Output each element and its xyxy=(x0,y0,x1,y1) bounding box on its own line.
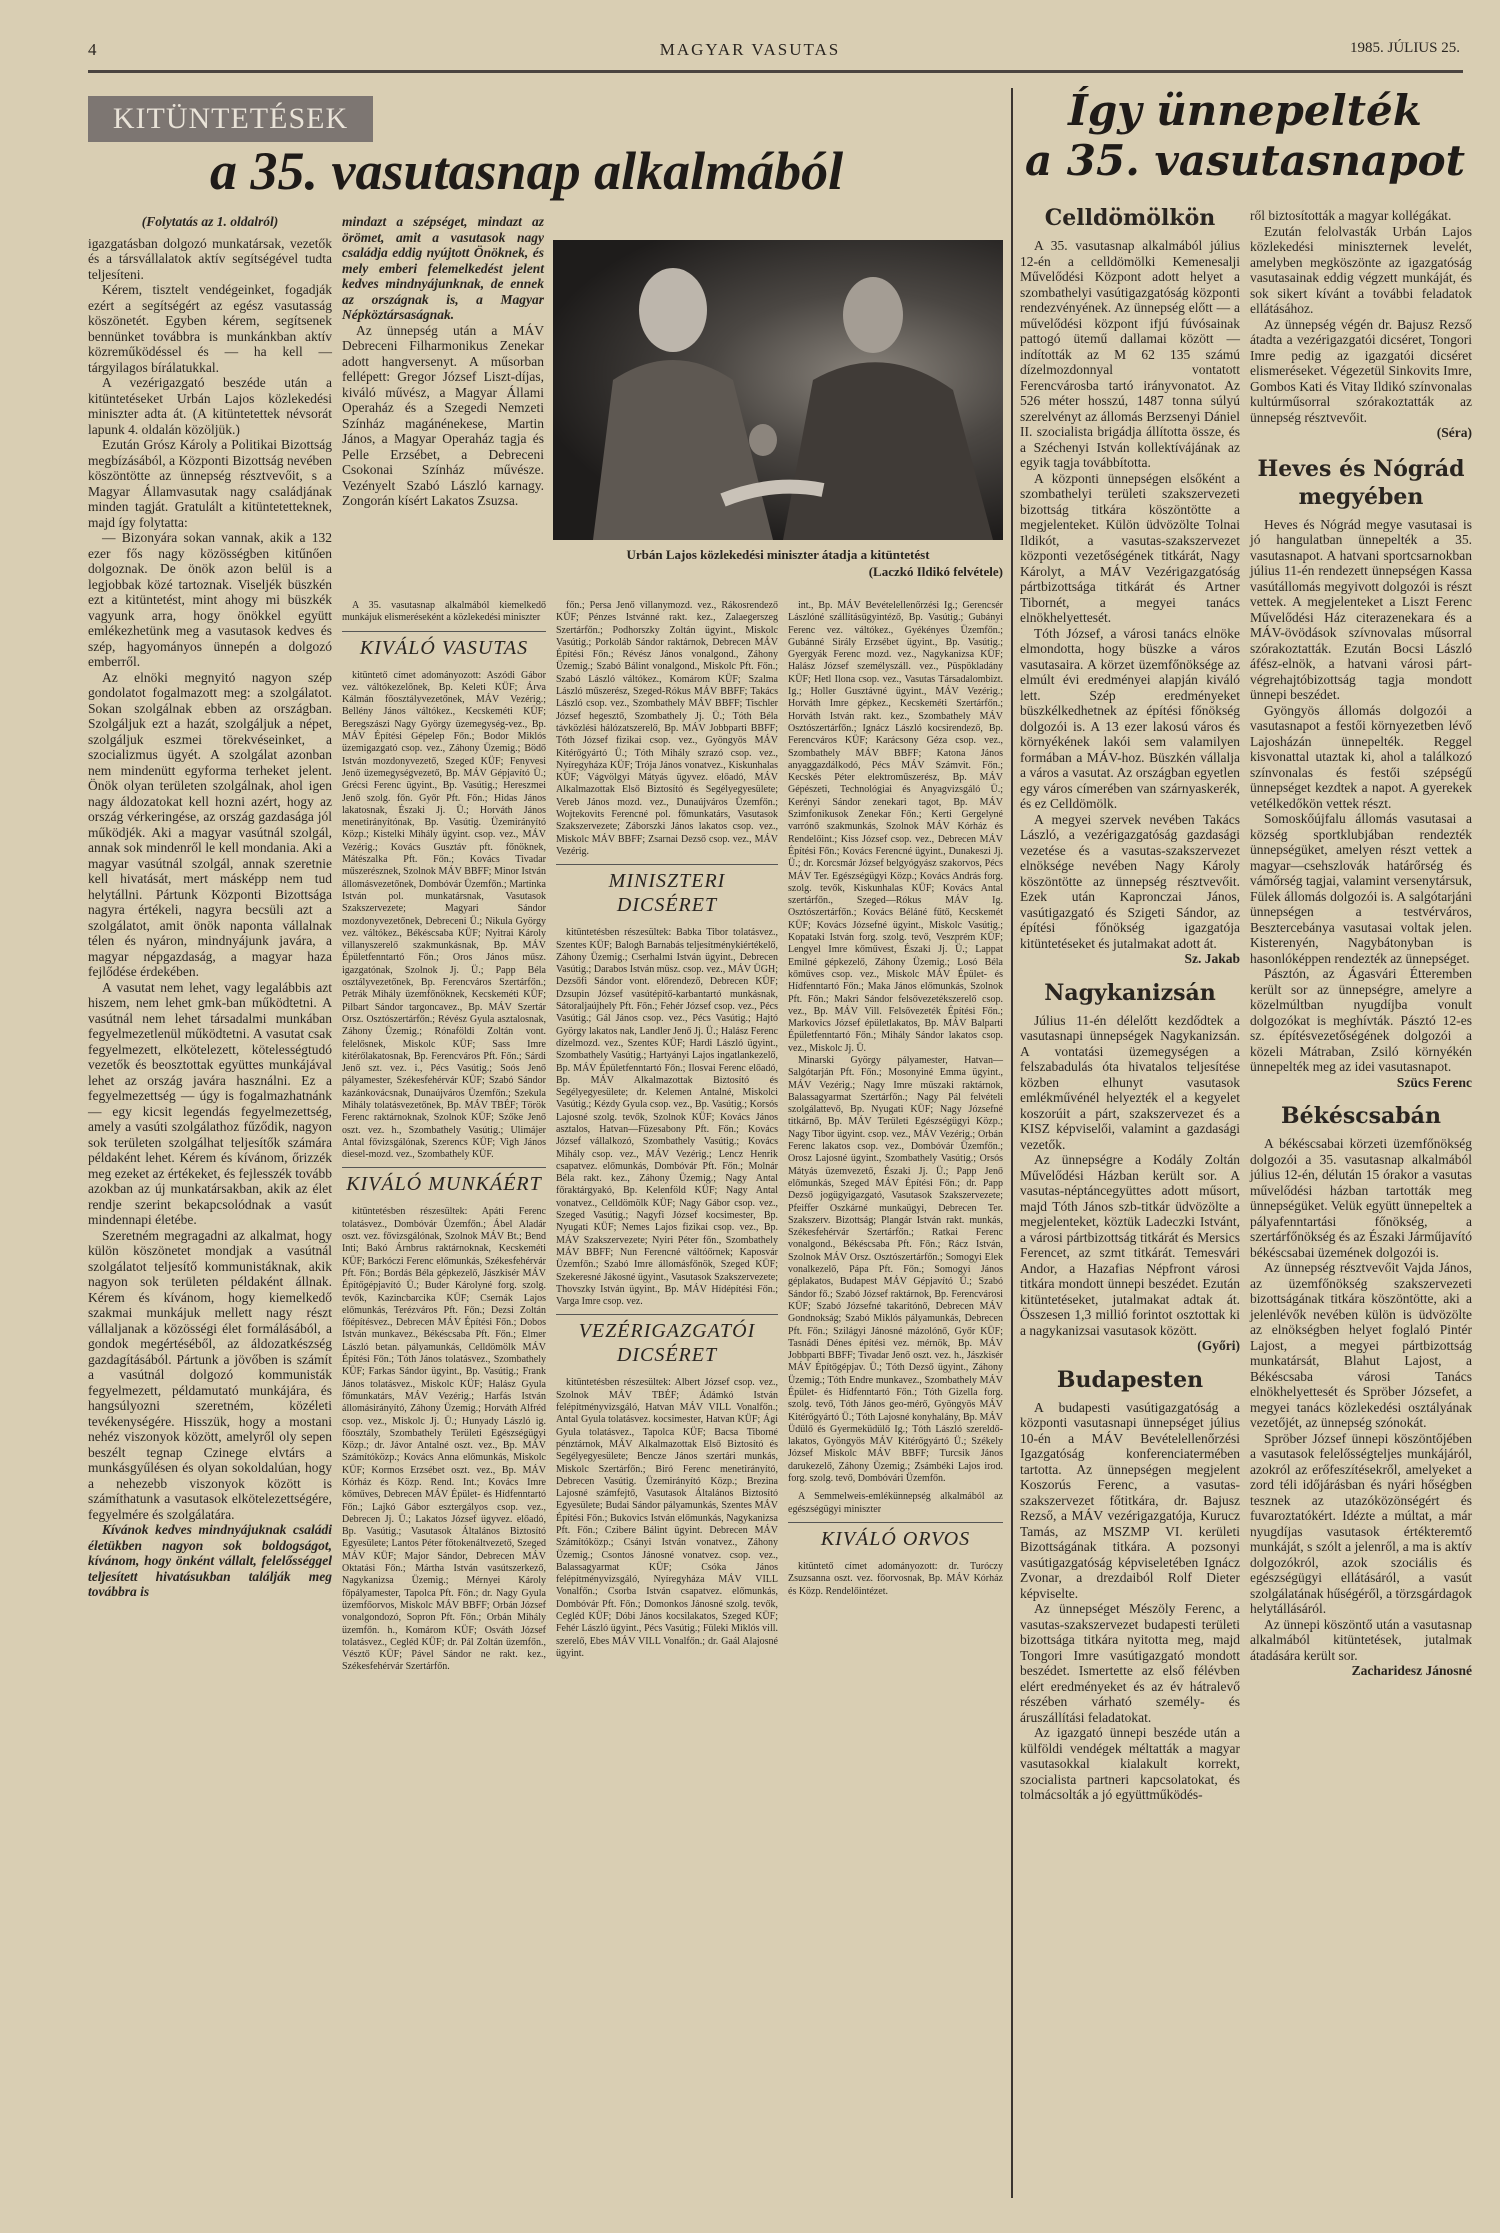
awards-column-a xyxy=(342,600,546,1674)
awardee-list: int., Bp. MÁV Bevételellenőrzési Ig.; Gerencsér Lászlóné szállításügyintéző, Bp. Vasútig.; Gubányi Ferenc vez. váltókez., Gyékényes Üzemfőn.; Gubánné Sirály Erzsébet ügyint., Bp. Vasútig.; Gyergyák Ferenc mozd. vez., Nagykanizsa KÜF; Halász József személyszáll. vez., Püspökladány KÜF; Hetl Ilona csop. vez., Vasutas Társadalombizt. Ig.; Holler Gusztávné ügyint., MÁV Vezérig.; Horváth Imre gépkez., Kecskeméti Szertárfőn.; Horváth István rakt. kez., Szombathely MÁV Osztószertárfőn.; Ignácz László kocsirendező, Bp. Ferencváros KÜF; Karácsony Géza csop. vez., Szombathely MÁV BBFF; Katona János anyaggazdálkodó, Pécs MÁV Számvit. Főn.; Kecskés Péter elektroműszerész, Bp. MÁV Gépészeti, Technológiai és Anyagvizsgáló Ü.; Kerényi Sándor zenekari tagot, Bp. MÁV Szimfonikusok Zenekar Főn.; Kerti Gergelyné varrónő szakmunkás, Szolnok MÁV Kórház és Rendelőint.; Kiss József csop. vez., Debrecen MÁV Építési Főn.; Kovács Ferencné ügyint., Dunakeszi Jj. Ü.; dr. Korcsmár József belgyógyász szakorvos, Pécs MÁV Ter. Egészségügyi Közp.; Kovács András forg. szolg. tevők, Kiskunhalas KÜF; Kovács Antal szertárfőn., Szeged—Rókus MÁV Ig. Osztószertárfőn.; Kovács Béláné fűtő, Kecskemét KÜF; Kovács Józsefné ügyint., Miskolc Vasútig.; Kopataki István forg. szolg. tevő, Veszprém KÜF; Lengyel Imre kőművest, Északi Jj. Ü.; Lappat Emilné gépkezelő, Záhony Üzemig.; Losó Béla kőműves csop. vez., Miskolc MÁV Épület- és Hídfenntartó Főn.; Maka János előmunkás, Szolnok Pft. Főn.; Makri Sándor felsővezetékszerelő csop. vez., Bp. MÁV Vill. Felsővezeték Építési Főn.; Markovics József épületlakatos, Bp. MÁV Balparti Épületfenntartó Főn.; Mihály Sándor lakatos csop. vez., Miskolc Jj. Ü. xyxy=(788,600,1003,1054)
paragraph: A budapesti vasútigazgatóság a központi vasutasnapi ünnepséget július 10-én a MÁV Bevételellenőrzési Igazgatóság konferenciatermében tartotta. Az ünnepségen megjelent Koszorús Ferenc, a vasutas-szakszervezet főtitkára, dr. Bajusz Rezső, a MÁV vezérigazgatója, Kurucz Tamás, az MSZMP VI. kerületi Bizottságának titkára. A pozsonyi vasútigazgatóság képviseletében Ignácz Zvonar, a drezdaiból Rolf Dieter képviselte. xyxy=(1020,1399,1240,1601)
paragraph: Az elnöki megnyitó nagyon szép gondolatot fogalmazott meg: a szolgálatot. Sokan szolgálnak ebben az országban. Szolgáljuk ezt a hazát, szolgáljuk a népet, szolgáljuk eszmei törekvéseinket, a szocializmus ügyét. A szolgálat azonban nem mindenütt egyforma terheket jelent. Önök olyan területen szolgálnak, ahol igen nagy áldozatokat kell hozni azért, hogy az ország vérkeringése, az ország gazdasága jól működjék. Aki a magyar vasútnál szolgál, annak sok mindenről le kell mondania. Aki a magyar vasútnál szolgál, annak szeretnie kell hivatását, mert másképp nem tud helytállni. Pártunk Központi Bizottsága nagyra értékeli, nagyra becsüli azt a szolgálatot, amit önök naponta vállalnak télen és nyáron, mindnyájunk javára, a magyar népgazdaság, a magyar haza fejlődése érdekében. xyxy=(88,669,332,979)
byline: Zacharidesz Jánosné xyxy=(1351,1663,1472,1678)
paragraph: Az ünnepséget Mészöly Ferenc, a vasutas-szakszervezet budapesti területi bizottsága titkára nyitotta meg, majd Tongori Imre vasútigazgató mondott beszédet. Ismertette az első félévben elért eredményeket és az év hátralevő részében várható személy- és áruszállítási feladatokat. xyxy=(1020,1601,1240,1725)
heading-nagykanizsa: Nagykanizsán xyxy=(1044,979,1216,1006)
byline: (Győri) xyxy=(1197,1338,1240,1353)
paragraph: igazgatásban dolgozó munkatársak, vezetők és a társvállalatok aktív segítségével tudta teljesíteni. xyxy=(88,235,332,282)
paragraph: mindazt a szépséget, mindazt az örömet, amit a vasutasok nagy családja eddig nyújtott Önöknek, és mely emberi felemelkedést jelent kedves mindnyájunknak, de ennek az országnak is, a Magyar Népköztársaságnak. xyxy=(342,214,544,322)
awardee-list: kitüntető címet adományozott: Aszódi Gábor vez. váltókezelőnek, Bp. Keleti KÜF; Árva Kálmán főosztályvezetőnek, MÁV Vezérig.; Bellény János váltókez., Kecskeméti KÜF; Beregszászi Nagy György üzemegység-vez., Bp. MÁV Építési Gépelep Főn.; Bodor Miklós üzemigazgató csop. vez., Záhony Üzemig.; Bödő István mozdonyvezető, Szeged KÜF; Fenyvesi Jenő üzemegységvezető, Bp. MÁV Gépjavító Ü.; Grécsi Ferenc ügyint., Bp. Vasútig.; Hereszmei Jenő szolg. főn. Győr Pft. Főn.; Hidas János lakatosnak, Északi Jj. Ü.; Horváth János menetirányítónak, Bp. Vasútig. Üzemirányító Közp.; Kistelki Mihály ügyint. csop. vez., MÁV Vezérig.; Kovács Gusztáv pft. főnöknek, Mátészalka Pft. Főn.; Kovács Tivadar műszerésznek, Szolnok MÁV BBFF; Minor István állomásvezetőnek, Dombóvár Üzemfőn.; Martinka István pol. munkatársnak, Vasutasok Szakszervezete; Magyari Sándor mozdonyvezetőnek, Debreceni Ü.; Nikula György vez. váltókez., Békéscsaba KÜF; Nyitrai Károly villanyszerelő szakmunkásnak, Bp. MÁV Épületfenntartó Főn.; Oros János műsz. igazgatónak, Szolnok Jj. Ü.; Papp Béla osztályvezetőnek, Bp. Ferencváros Szertárfőn.; Petrák Mihály üzemfőnöknek, Kecskeméti KÜF; Pilbart Sándor targoncavez., Bp. MÁV Szertár Orsz. Osztószertárfőn.; Révész Gyula asztalosnak, Záhony Üzemig.; Rónaföldi Zoltán vont. felelősnek, Miskolc KÜF; Sass Imre kitérőlakatosnak, Bp. Ferencváros Pft. Főn.; Sárdi Jenő szt. vez. i., Pécs Vasútig.; Soós Jenő pályamester, Székesfehérvár KÜF; Szabó Sándor kazánkovácsnak, Dunaújváros Üzemfőn.; Szekula Mihály tolatásvezetőnek, Bp. MÁV TBÉF; Török Ferenc raktárnoknak, Szolnok KÜF; Szőke Jenő oszt. vez. h., Szombathely Vasútig.; Ulimájer Antal fővizsgálónak, Szerencs KÜF; Vigh János diesel-mozd. vez., Szombathely KÜF. xyxy=(342,669,546,1161)
paragraph: A békéscsabai körzeti üzemfőnökség dolgozói a 35. vasutasnap alkalmából július 12-én, délután 15 órakor a vasutas művelődési házban tartották meg ünnepségüket. Velük együtt ünnepeltek a pályafenntartási főnökség, a szertárfőnökség és az Északi Járműjavító békéscsabai üzemének dolgozói is. xyxy=(1250,1136,1472,1260)
heading-heves-nograd: Heves és Nógrád megyében xyxy=(1257,455,1465,510)
section-heading-vezerigazgatoi-diceret: VEZÉRIGAZGATÓI DICSÉRET xyxy=(556,1314,778,1371)
paragraph: Az ünnepség végén dr. Bajusz Rezső átadta a vezérigazgatói dicséret, Tongori Imre pedig az igazgatói dicséret elismeréseket. Végezetül Sinkovits Imre, Gombos Kati és Vitay Ildikó színvonalas kultúrműsorral szórakoztatták az ünnepség résztvevőit. xyxy=(1250,316,1472,425)
section-badge: KITÜNTETÉSEK xyxy=(88,96,373,142)
right-article-title xyxy=(1020,86,1470,186)
paragraph: Spröber József ünnepi köszöntőjében a vasutasok felelősségteljes munkájáról, azokról az erőfeszítésekről, amelyeket a zord téli időjárásban és nyári hőségben tesznek az utazóközönségért és fuvaroztatókért. Idézte a múltat, a már nyugdíjas vasutasok értékteremtő munkáját, s szólt a jelenről, a ma is aktív dolgozókról, azok szociális és egészségügyi ellátásáról, a vasút szolgálatának hűségéről, a törzsgárdagok helytállásáról. xyxy=(1250,1430,1472,1616)
title-line: a 35. vasutasnapot xyxy=(1024,136,1466,185)
paragraph: Szeretném megragadni az alkalmat, hogy külön köszönetet mondjak a vasútnál szolgálatot teljesítő kommunistáknak, akik nagyon sok területen példaként állnak. Kérem és kívánom, hogy kiemelkedő szakmai munkájuk mellett nagy részt vállaljanak a közösségi élet formálásából, a gondok megértéséből, az áldozatkészség gazdagításából. Pártunk a jövőben is számít a vasútnál dolgozó kommunisták fegyelmezett, példamutató munkájára, és hangsúlyozni szeretném, közéleti tevékenységére. Hisszük, hogy a mostani nehéz viszonyok között, amelyről oly sepen beszélt tegnap Czinege elvtárs a munkásgyűlésen és olyan sokoldalúan, hogy a nehezebb viszonyok között is számíthatunk a vasutasok elkötelezettségére, fegyelmére és szolgálatára. xyxy=(88,1227,332,1522)
section-heading-kivalo-orvos: KIVÁLÓ ORVOS xyxy=(788,1522,1003,1555)
awardee-list: főn.; Persa Jenő villanymozd. vez., Rákosrendező KÜF; Pénzes Istvánné rakt. kez., Zalaegerszeg Szertárfőn.; Podhorszky Zoltán ügyint., Miskolc Vasútig.; Porkoláb Sándor raktárnok, Debrecen MÁV Építési Főn.; Révész János vonalgond., Záhony Üzemig.; Szabó Bálint vonalgond., Miskolc Pft. Főn.; Szabó László váltókez., Komárom KÜF; Szalma László műszerész, Szeged-Rókus MÁV BBFF; Takács László csop. vez., Szombathely MÁV BBFF; Tischler József hegesztő, Szombathely Jj. Ü.; Tóth Béla távközlési hálózatszerelő, Bp. MÁV Jobbparti BBFF; Tóth József fizikai csop. vez., Gyöngyös MÁV Kitérőgyártó Ü.; Tóth Mihály szrazó csop. vez., Nyíregyháza KÜF; Trója János vonatvez., Kiskunhalas KÜF; Vágvölgyi Mátyás ügyvez. előadó, MÁV Alkalmazottak Első Biztosító és Segélyegyesülete; Vereb János mozd. vez., Dunaújváros Üzemfőn.; Wojtekovits Ferencné pol. főmunkatárs, Vasutasok Szakszervezete; Záborszki János lakatos csop. vez., Miskolc MÁV BBFF; Zsarnai Dezső csop. vez., MÁV Vezérig. xyxy=(556,600,778,857)
paragraph: Az ünnepség résztvevőit Vajda János, az üzemfőnökség szakszervezeti bizottságának titkára köszöntötte, aki a jelenlévők nevében külön is üdvözölte az elnökségben helyet foglaló Pintér Lajost, a megyei pártbizottság munkatársát, Blahut Lajost, a Békéscsaba városi Tanács elnökhelyettesét és Spröber Józsefet, a megyei tanács közlekedési osztályának vezetőjét, az ünnepség szónokát. xyxy=(1250,1260,1472,1430)
article-column-2 xyxy=(342,214,544,509)
section-heading-kivalo-munkaert: KIVÁLÓ MUNKÁÉRT xyxy=(342,1167,546,1200)
awardee-list: kitüntetésben részesültek: Babka Tibor tolatásvez., Szentes KÜF; Balogh Barnabás teljesítménykiértékelő, Záhony Üzemig.; Cserhalmi István ügyint., Debrecen Vasútig.; Darabos István műsz. csop. vez., MÁV ÜGH; Dezsőfi Sándor vont. előrendező, Debrecen KÜF; Dzsupin József vasútépítő-karbantartó munkásnak, Sátoraljaújhely Pft. Főn.; Fehér József csop. vez., Pécs Vasútig.; Gál János csop. vez., Pécs Vasútig.; Hajtó György lakatos nak, Landler Jenő Jj. Ü.; Halász Ferenc dízelmozd. vez., Szentes KÜF; Hardi László ügyint., Szombathely Vasútig.; Hartyányi Lajos ingatlankezelő, Bp. MÁV Épületfenntartó Főn.; Ilosvai Ferenc előadó, Bp. MÁV Alkalmazottak Biztosító és Segélyegyesülete; dr. Kelemen Antalné, Miskolci Vasútig.; Kézdy Gyula csop. vez., Bp. Vasútig.; Korsós Lajosné szolg. tevők, Szolnok KÜF; Kovács János asztalos, Hatvan—Füzesabony Pft. Főn.; Kovács József vállalkozó, Szombathely Vasútig.; Kovács Mihály csop. vez., MÁV Vezérig.; Lencz Henrik csapatvez. előmunkás, Dombóvár Pft. Főn.; Molnár Béla rakt. kez., Záhony Üzemig.; Nagy Antal főraktárgyakó, Bp. Kelenföld KÜF; Nagy Antal vonatvez., Celldömölk KÜF; Nagy Gábor csop. vez., Szeged Vasútig.; Nagyfi József kocsimester, Bp. Nyugati KÜF; Nemes Lajos fizikai csop. vez., Bp. MÁV Szakszervezete; Nyiri Péter főn., Szombathely MÁV BBFF; Nun Ferencné váltóőrnek; Kaposvár Üzemfőn.; Szabó Imre állomásfőnök, Szeged KÜF; Szekeresné Jákosné ügyint., Vasutasok Szakszervezete; Thovszky István ügyint., Bp. MÁV Hídépítési Főn.; Varga Imre csop. vez. xyxy=(556,927,778,1308)
masthead: MAGYAR VASUTAS xyxy=(659,40,841,59)
paragraph: Somoskőújfalu állomás vasutasai a község sportklubjában rendezték ünnepségüket, amelyen részt vettek a magyar—csehszlovák határőrség és vámőrség tagjai, valamint versenytársuk, Fülek állomás dolgozói is. A salgótarjáni ünnepségen a testvérváros, Besztercebánya vasutasai voltak jelen. Kisterenyén, Nagybátonyban is hasonlóképpen rendezték az ünnepséget. xyxy=(1250,811,1472,966)
awardee-list: kitüntető címet adományozott: dr. Turóczy Zsuzsanna oszt. vez. főorvosnak, Bp. MÁV Kórház és Közp. Rendelőintézet. xyxy=(788,1560,1003,1597)
article-title: a 35. vasutasnap alkalmából xyxy=(210,141,844,201)
paragraph: A megyei szervek nevében Takács László, a vezérigazgatóság gazdasági vezetése és a vasutas-szakszervezet elnöksége nevében Nagy Károly köszöntötte az ünnepség résztvevőit. Ezek után Kapronczai János, vasútigazgató és Szigeti Sándor, az építési főnökség igazgatója kitüntetéseket és jutalmakat adott át. xyxy=(1020,811,1240,951)
paragraph: A 35. vasutasnap alkalmából július 12-én a celldömölki Kemenesalji Művelődési Központ adott helyet a szombathelyi vasútigazgatóság központi rendezvényének. Az ünnepség előtt — a művelődési központ ifjú fúvósainak pattogó ütemű dallamai között — indították az M 62 135 számú dízelmozdonnyal vontatott Ferencvárosba tartó irányvonatot. Az 526 méter hosszú, 1487 tonna súlyú szerelvényt az állomás Berzsenyi Dániel II. szocialista brigádja állította össze, és a Széchenyi István kollektívájának az egyik tagja továbbította. xyxy=(1020,238,1240,470)
paragraph: Tóth József, a városi tanács elnöke elmondotta, hogy büszke a város vasutasaira. A körzet üzemfőnöksége az elmúlt évi eredményei alapján kiváló lett. Szép eredményeket büszkélkedhetnek az építési főnökség dolgozói is. A 13 ezer lakosú város és környékének lakói sem valamilyen formában a MÁV-hoz. Büszkén vállalja a város a vasutat. Az országban egyetlen egy város címerében van szárnyaskerék, és ez Celldömölk. xyxy=(1020,625,1240,811)
section-heading-kivalo-vasutas: KIVÁLÓ VASUTAS xyxy=(342,631,546,664)
paragraph: Heves és Nógrád megye vasutasai is jó hangulatban ünnepelték a 35. vasutasnapot. A hatvani sportcsarnokban július 11-én rendezett ünnepségen Kassa vasútállomás megyivott dolgozói is részt vettek. A megjelenteket a Liszt Ferenc Művelődési Ház citerazenekara és a MÁV-övödások szívnovalas műsorral szórakoztatták. Ezután Bocsi László áfész-elnök, a hatvani városi párt-végrehajtóbizottság tagja mondott ünnepi beszédet. xyxy=(1250,516,1472,702)
page-number: 4 xyxy=(88,40,99,59)
paragraph: Pásztón, az Ágasvári Étteremben került sor az ünnepségre, amelyre a közelmúltban nyugdíjba vonult dolgozókat is meghívták. Pásztó 12-es sz. építésvezetőségének dolgozói a közeli Mátraban, Zsiló környékén ünnepelték meg az idei vasutasnapot. xyxy=(1250,966,1472,1074)
paragraph: Gyöngyös állomás dolgozói a vasutasnapot a festői környezetben lévő Lajosházán ünnepelték. Reggel kisvonattal utaztak ki, ahol a találkozó színvonalas és festői szépségű ünnepséget kezdtek a napot. A gyerekek vetélkedőkön vettek részt. xyxy=(1250,702,1472,811)
award-ceremony-photo xyxy=(553,240,1003,540)
awards-column-c xyxy=(788,600,1003,1598)
article-column-1 xyxy=(88,214,332,1600)
paragraph: Az ünnepi köszöntő után a vasutasnap alkalmából kitüntetések, jutalmak átadására került sor. xyxy=(1250,1616,1472,1663)
paragraph: A központi ünnepségen elsőként a szombathelyi területi szakszervezeti bizottság titkára köszöntötte a megjelenteket. Külön üdvözölte Tolnai Ildikót, a vasutas-szakszervezet központi vezetőségének titkárát, Nagy Károlyt, a MÁV Vezérigazgatóság pártbizottsága titkárát és Artner Tibornét, a megyei tanács elnökhelyettesét. xyxy=(1020,470,1240,625)
right-column-1 xyxy=(1020,200,1240,1803)
photo-illustration xyxy=(553,240,1003,540)
paragraph: Július 11-én délelőtt kezdődtek a vasutasnapi ünnepségek Nagykanizsán. A vontatási üzemegységen a felszabadulás óta hivatalos teljesítése közben elhunyt vasutasok emlékművénél helyezték el a kegyelet koszorúit a párt, szakszervezet és a KISZ képviselői, valamint a gazdasági vezetők. xyxy=(1020,1012,1240,1152)
paragraph: A vasutat nem lehet, vagy legalábbis azt hiszem, nem lehet gmk-ban működtetni. A vasútnál nem lehet társadalmi munkában fegyelmezetlenül működtetni. A vasutat csak fegyelmezett, elkötelezett, kötelességtudó vezetők és beosztottak együttes munkájával lehet az ország javára használni. Ez a fegyelmezettség — úgy is fogalmazhatnánk — egy kicsit legendás fegyelmezettség, amely a vasúti szolgálathoz fűződik, nagyon sok területen szolgálhat teljesítők számára példaként lehet. Kérem és kívánom, őrizzék meg ezeket az értékeket, és fejlesszék tovább azokban az új munkatársakban, akik az élet rendje szerint bekapcsolódnak a vasút mindennapi életébe. xyxy=(88,979,332,1227)
photo-caption xyxy=(553,546,1003,580)
heading-budapest: Budapesten xyxy=(1056,1366,1204,1393)
intro-text: A 35. vasutasnap alkalmából kiemelkedő munkájuk elismeréseként a közlekedési miniszter xyxy=(342,600,546,624)
heading-celldomolk: Celldömölkön xyxy=(1044,205,1216,231)
paragraph: Ezután felolvasták Urbán Lajos közlekedési miniszternek levelét, amelyben megköszönte az igazgatóság vasutasainak eddig végzett munkáját, és sok sikert kívánt a további feladatok ellátásához. xyxy=(1250,223,1472,316)
awards-column-b xyxy=(556,600,778,1660)
header-rule xyxy=(88,70,1463,73)
paragraph: — Bizonyára sokan vannak, akik a 132 ezer fős nagy közösségben kitűnően dolgoznak. De önök azon belül is a legjobbak közé tartoznak. Viseljék büszkén ezt a kitüntetést, mint ahogy mi büszkék vagyunk arra, hogy önökkel együtt emlékezhetünk meg a vasutasok kedves és szép, hagyományos ünnepén a dolgozó emberről. xyxy=(88,530,332,669)
paragraph: Ezután Grósz Károly a Politikai Bizottság megbízásából, a Központi Bizottság nevében köszöntötte az ünnepség résztvevőit, s a Magyar Államvasutak nagy családjának minden tagját. Gratulált a kitüntetetteknek, majd így folytatta: xyxy=(88,437,332,530)
paragraph: Az ünnepség után a MÁV Debreceni Filharmonikus Zenekar adott hangversenyt. A műsorban fellépett: Gregor József Liszt-díjas, kiváló művész, a Magyar Állami Operaház és a Szegedi Nemzeti Színház magánénekese, Martin János, a Magyar Operaház tagja és Pelle Erzsébet, a Debreceni Csokonai Színház művésze. Vezényelt Szabó László karnagy. Zongorán kísért Lakatos Zsuzsa. xyxy=(342,322,544,508)
paragraph: Az igazgató ünnepi beszéde után a külföldi vendégek méltatták a magyar vasutasokkal kialakult korrekt, szocialista partneri kapcsolatokat, és tolmácsolták a jó együttműködés- xyxy=(1020,1725,1240,1802)
section-heading-miniszteri-diceret: MINISZTERI DICSÉRET xyxy=(556,864,778,921)
awardee-list: kitüntetésben részesültek: Albert József csop. vez., Szolnok MÁV TBÉF; Ádámkó István felépítményvizsgáló, Hatvan MÁV VILL Vonalfőn.; Antal Gyula tolatásvez. kocsimester, Hatvan KÜF; Ági Gyula tolatásvez., Tapolca KÜF; Bacsa Tiborné pénztárnok, MÁV Alkalmazottak Első Biztosító és Segélyegyesülete; Bencze János szertári munkás, Miskolc Szertárfőn.; Biró Ferenc menetirányító, Debrecen Vasútig. Üzemirányító Közp.; Brezina Lajosné számfejtő, Vasutasok Általános Biztosító Egyesülete; Budai Sándor pályamunkás, Szentes MÁV Építési Főn.; Bukovics István előmunkás, Nagykanizsa Pft. Főn.; Czibere Bálint ügyint. Debrecen MÁV Számítóközp.; Csányi István vonatvez., Záhony Üzemig.; Csontos Jánosné vonatvez. csop. vez., Balassagyarmat KÜF; Csóka János felépítményvizsgáló, Nyíregyháza MÁV VILL Vonalfőn.; Csorba István csapatvez. előmunkás, Dombóvár Pft. Főn.; Domonkos Jánosné szolg. tevők, Cegléd KÜF; Dóbi János kocsilakatos, Szeged KÜF; Fehér László ügyint., Pécs Vasútig.; Füleki Miklós vill. szerelő, Ebes MÁV VILL Vonalfőn.; dr. Gaál Alajosné ügyint. xyxy=(556,1377,778,1659)
awardee-list: kitüntetésben részesültek: Apáti Ferenc tolatásvez., Dombóvár Üzemfőn.; Ábel Aladár oszt. vez. fővizsgálónak, Szolnok MÁV Bt.; Bend Inti; Bakó Árnbrus raktárnoknak, Kecskeméti KÜF; Barkóczi Ferenc előmunkás, Székesfehérvár Pft. Főn.; Bordás Béla gépkezelő, Jászkisér MÁV Építőgépjavító Ü.; Buder Károlyné forg. szolg. tevők, Kazincbarcika KÜF; Csernák Lajos előmunkás, Terézváros Pft. Főn.; Dezsi Zoltán főépítésvez., Debrecen MÁV Építési Főn.; Dobos István munkavez., Békéscsaba Pft. Főn.; Elmer László betan. pályamunkás, Celldömölk MÁV Építési Főn.; Tóth János tolatásvez., Szombathely KÜF; Farkas Sándor ügyint., Bp. Vasútig.; Frank János tolatásvez., Miskolc KÜF; Halász Gyula főmunkatárs, MÁV Vezérig.; Harfás István állomásirányító, Záhony Üzemig.; Horváth Alfréd csop. vez., Miskolc Jj. Ü.; Hunyady László ig. főosztály, Szombathely Területi Egészségügyi Közp.; dr. Jávor Antalné oszt. vez., Bp. MÁV Számítóközp.; Kovács Anna előmunkás, Miskolc KÜF; Kormos Erzsébet oszt. vez., Bp. MÁV Kórház és Közp. Rend. Int.; Kovács Imre kőműves, Debrecen MÁV Épület- és Hídfenntartó Főn.; Lajkó Gábor esztergályos csop. vez., Debrecen Jj. Ü.; Lakatos József ügyvez. előadó, Bp. Vasútig.; Vasutasok Általános Biztosító Egyesülete; Lantos Péter főtokenáltvezető, Szeged MÁV KÜF; Major Sándor, Debrecen MÁV Oktatási Főn.; Mártha István vasútszerkező, Nagykanizsa Üzemig.; Mérnyei Károly főpályamester, Tapolca Pft. Főn.; dr. Nagy Gyula üzemfőorvos, Miskolc MÁV BBFF; Orbán József vonalgondozó, Sopron Pft. Főn.; Orbán Mihály üzemfőn. h., Komárom KÜF; Osváth József tolatásvez., Cegléd KÜF; dr. Pál Zoltán üzemfőn., Vésztő KÜF; Pável Sándor ne rakt. kez., Székesfehérvár Szertárfőn. xyxy=(342,1206,546,1673)
title-line: Így ünnepelték xyxy=(1068,86,1422,135)
paragraph: ről biztosították a magyar kollégákat. xyxy=(1250,208,1452,223)
photo-credit: (Laczkó Ildikó felvétele) xyxy=(868,564,1003,579)
byline: Szücs Ferenc xyxy=(1396,1074,1472,1090)
caption-text: Urbán Lajos közlekedési miniszter átadja a kitüntetést xyxy=(626,547,930,562)
awardee-list: Minarski György pályamester, Hatvan—Salgótarján Pft. Főn.; Mosonyiné Emma ügyint., MÁV Vezérig.; Nagy Imre műszaki raktárnok, Balassagyarmat Szertárfőn.; Nagy Pál felvételi szolgálattevő, Bp. Nyugati KÜF; Nagy Józsefné titkárnő, Bp. MÁV Területi Egészségügyi Közp.; Nagy Tibor ügyint. csop. vez., MÁV Vezérig.; Orbán Ferenc lakatos csop. vez., Dombóvár Üzemfőn.; Orosz Lajosné ügyint., Szombathely Vasútig.; Orsós Mátyás üzemvezető, Északi Jj. Ü.; Papp Jenő előmunkás, Szeged MÁV Építési Főn.; dr. Papp Dezső jogügyigazgató, Vasutasok Szakszervezete; Pfeiffer Oszkárné munkaügyi, Debrecen Ter. Szakszerv. Bizottság; Plangár István rakt. munkás, Székesfehérvár Szertárfőn.; Ratkai Ferenc vonalgond., Békéscsaba Pft. Főn.; Rácz István, Szolnok MÁV Orsz. Osztószertárfőn.; Somogyi Elek vonalkezelő, Pápa Pft. Főn.; Somogyi János géplakatos, Budapest MÁV Gépjavító Ü.; Szabó Sándor fő.; Szabó József raktárnok, Bp. Ferencvárosi KÜF; Szabó Józsefné takarítónő, Debrecen MÁV Gondnokság; Szabó Miklós pályamunkás, Debrecen Pft. Főn.; Szilágyi Jánosné mázolónő, Győr KÜF; Tasnádi Dénes építési vez. mérnök, Bp. MÁV Jobbparti BBFF; Tivadar Jenő oszt. vez. h., Jászkisér MÁV Építőgépjav. Ü.; Tóth Dezső ügyint., Záhony Üzemig.; Tóth Endre munkavez., Szombathely MÁV Épület- és Hídfenntartó Főn.; Tóth Gizella forg. szolg. tevő, Tóth János geo-mérő, Gyöngyös MÁV Kitérőgyártó Ü.; Tóth Lajosné konyhalány, Bp. MÁV Üdülő és Gyermeküdülő Ig.; Tóth László szereldő-lakatos, Gyöngyös MÁV Kitérőgyártó Ü.; Székely József Miskolc MÁV BBFF; Turcsik János darukezelő, Záhony Üzemig.; Zsámbéki Lajos irod. forg. szolg. tevő, Dombóvári Üzemfőn. xyxy=(788,1054,1003,1485)
paragraph: A vezérigazgató beszéde után a kitüntetéseket Urbán Lajos közlekedési miniszter adta át. (A kitüntetettek névsorát lapunk 4. oldalán közöljük.) xyxy=(88,375,332,437)
column-divider xyxy=(1011,88,1013,2198)
continued-note: (Folytatás az 1. oldalról) xyxy=(141,214,279,229)
paragraph: Kérem, tisztelt vendégeinket, fogadják ezért a segítségért az egész vasutasság köszönetét. Egyben kérem, segítsenek bennünket továbbra is munkánkban aktív közreműködéssel és — ha kell — tárgyilagos bírálatukkal. xyxy=(88,282,332,375)
byline: Sz. Jakab xyxy=(1184,951,1240,966)
heading-bekescsaba: Békéscsabán xyxy=(1281,1103,1441,1129)
right-column-2 xyxy=(1250,208,1472,1679)
byline: (Séra) xyxy=(1436,425,1472,440)
semmelweis-intro: A Semmelweis-emlékünnepség alkalmából az egészségügyi miniszter xyxy=(788,1491,1003,1515)
paragraph: Kívánok kedves mindnyájuknak családi életükben nagyon sok boldogságot, kívánom, hogy önként vállalt, felelősséggel teljesített hivatásukban találják meg továbbra is xyxy=(88,1522,332,1599)
paragraph: Az ünnepségre a Kodály Zoltán Művelődési Házban került sor. A vasutas-néptáncegyüttes adott műsort, majd Tóth János szb-titkár üdvözölte a megjelenteket, köztük Ladeczki Istvánt, a városi pártbizottság titkárát és Mersics Ferencet, az szmt titkárát. Temesvári Andor, a Hazafias Népfront városi titkára mondott ünnepi beszédet. Ezután kitüntetéseket, jutalmakat adtak át. Összesen 1,3 millió forintot osztottak ki a nagykanizsai vasutasok között. xyxy=(1020,1152,1240,1338)
issue-date: 1985. JÚLIUS 25. xyxy=(1349,40,1460,56)
